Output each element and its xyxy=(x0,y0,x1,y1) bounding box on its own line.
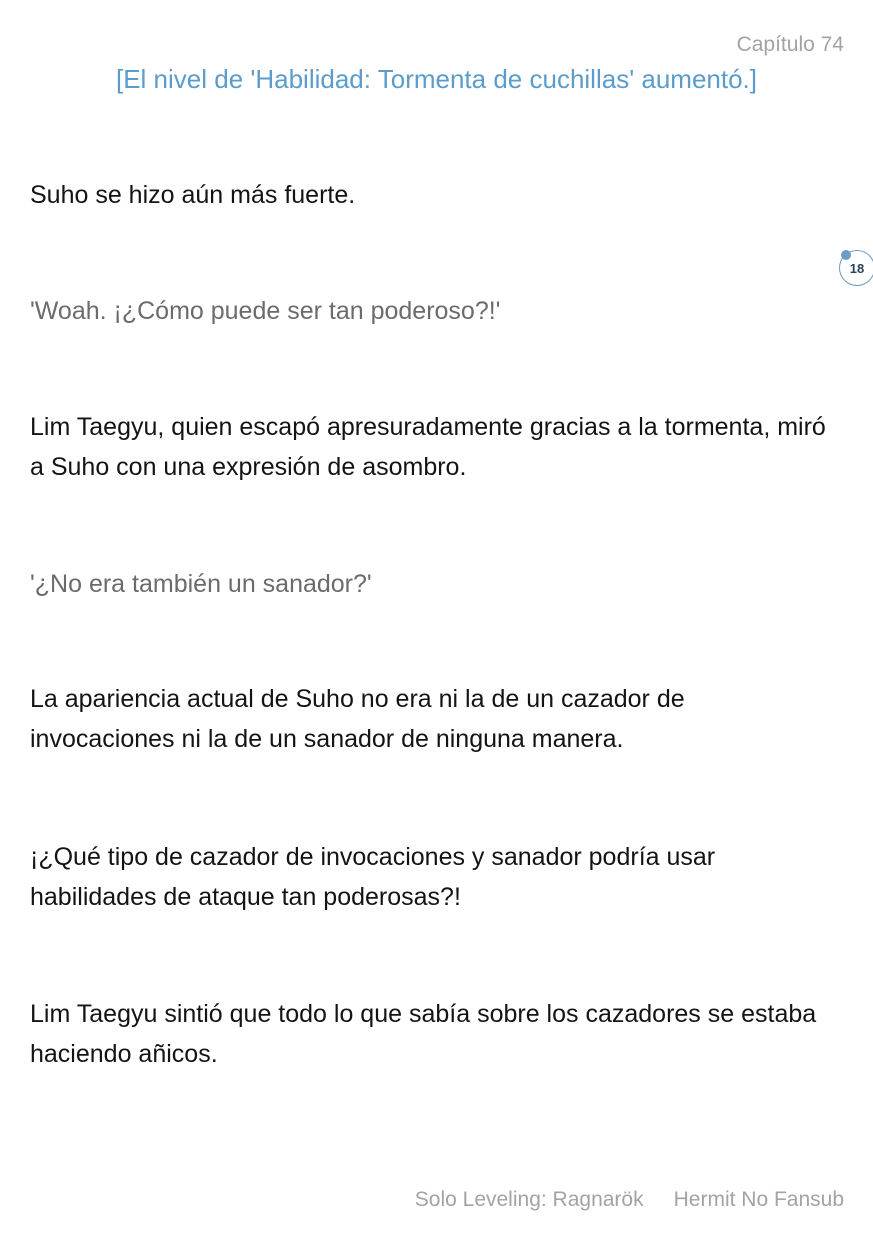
paragraph-narration: La apariencia actual de Suho no era ni la de un cazador de invocaciones ni la de un sanador de ninguna manera. xyxy=(30,685,685,753)
comment-count-badge[interactable]: 18 xyxy=(839,250,873,286)
chapter-label: Capítulo 74 xyxy=(736,33,844,56)
paragraph-narration: Lim Taegyu sintió que todo lo que sabía sobre los cazadores se estaba haciendo añicos. xyxy=(30,1000,817,1068)
paragraph-narration: Lim Taegyu, quien escapó apresuradamente gracias a la tormenta, miró a Suho con una expresión de asombro. xyxy=(30,413,826,481)
comment-indicator-dot-icon xyxy=(841,250,851,260)
translator-credit: Hermit No Fansub xyxy=(673,1188,844,1211)
paragraph-narration: Suho se hizo aún más fuerte. xyxy=(30,181,356,209)
system-message: [El nivel de 'Habilidad: Tormenta de cuchillas' aumentó.] xyxy=(115,64,758,94)
paragraph-narration: ¡¿Qué tipo de cazador de invocaciones y sanador podría usar habilidades de ataque tan poderosas?! xyxy=(30,843,716,911)
novel-title: Solo Leveling: Ragnarök xyxy=(414,1188,644,1211)
footer xyxy=(415,1188,844,1212)
paragraph-thought: '¿No era también un sanador?' xyxy=(30,570,372,598)
paragraph-thought: 'Woah. ¡¿Cómo puede ser tan poderoso?!' xyxy=(30,297,501,325)
